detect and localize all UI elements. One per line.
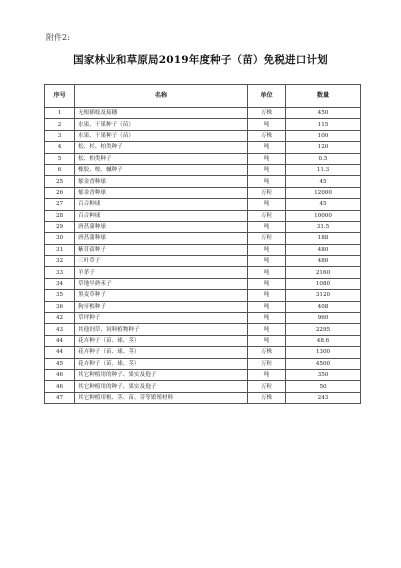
quantity: 4500 xyxy=(286,358,361,369)
unit: 吨 xyxy=(248,244,286,255)
item-name: 花卉种子（苗、球、茎） xyxy=(75,347,248,358)
quantity: 0.5 xyxy=(286,153,361,164)
unit: 吨 xyxy=(248,313,286,324)
table-row xyxy=(45,347,361,358)
table-row xyxy=(45,153,361,164)
quantity: 10000 xyxy=(286,210,361,221)
row-number: 6 xyxy=(45,164,75,175)
row-number: 44 xyxy=(45,347,75,358)
row-number: 45 xyxy=(45,358,75,369)
table-row xyxy=(45,381,361,392)
unit: 万株 xyxy=(248,347,286,358)
row-number: 43 xyxy=(45,324,75,335)
unit: 吨 xyxy=(248,290,286,301)
quantity: 2160 xyxy=(286,267,361,278)
unit: 万粒 xyxy=(248,233,286,244)
header-name: 名称 xyxy=(75,85,248,108)
item-name: 郁金香种球 xyxy=(75,187,248,198)
unit: 吨 xyxy=(248,142,286,153)
quantity: 1080 xyxy=(286,278,361,289)
row-number: 42 xyxy=(45,313,75,324)
quantity: 408 xyxy=(286,301,361,312)
unit: 万粒 xyxy=(248,210,286,221)
row-number: 29 xyxy=(45,221,75,232)
row-number: 2 xyxy=(45,119,75,130)
unit: 吨 xyxy=(248,278,286,289)
row-number: 28 xyxy=(45,210,75,221)
unit: 万株 xyxy=(248,108,286,119)
quantity: 48.6 xyxy=(286,335,361,346)
row-number: 25 xyxy=(45,176,75,187)
unit: 万株 xyxy=(248,130,286,141)
item-name: 狗牙根种子 xyxy=(75,301,248,312)
unit: 吨 xyxy=(248,369,286,380)
table-row xyxy=(45,324,361,335)
row-number: 35 xyxy=(45,290,75,301)
row-number: 26 xyxy=(45,187,75,198)
row-number: 44 xyxy=(45,335,75,346)
table-row xyxy=(45,290,361,301)
row-number: 33 xyxy=(45,267,75,278)
table-row xyxy=(45,176,361,187)
quantity: 188 xyxy=(286,233,361,244)
item-name: 水果、干果种子（苗） xyxy=(75,130,248,141)
header-unit: 单位 xyxy=(248,85,286,108)
unit: 吨 xyxy=(248,267,286,278)
item-name: 水果、干果种子（苗） xyxy=(75,119,248,130)
header-qty: 数量 xyxy=(286,85,361,108)
item-name: 其它种植用根、茎、苗、芽等繁殖材料 xyxy=(75,392,248,403)
table-row xyxy=(45,267,361,278)
quantity: 480 xyxy=(286,244,361,255)
item-name: 草地早熟禾子 xyxy=(75,278,248,289)
unit: 吨 xyxy=(248,119,286,130)
item-name: 松、杉、柏类种子 xyxy=(75,142,248,153)
quantity: 480 xyxy=(286,256,361,267)
row-number: 47 xyxy=(45,392,75,403)
row-number: 27 xyxy=(45,199,75,210)
row-number: 34 xyxy=(45,278,75,289)
quantity: 31.5 xyxy=(286,221,361,232)
row-number: 5 xyxy=(45,153,75,164)
item-name: 百合种球 xyxy=(75,210,248,221)
item-name: 松、柏类种子 xyxy=(75,153,248,164)
table-row xyxy=(45,199,361,210)
table-row xyxy=(45,392,361,403)
table-header-row xyxy=(45,85,361,108)
item-name: 草坪种子 xyxy=(75,313,248,324)
table-row xyxy=(45,313,361,324)
row-number: 46 xyxy=(45,381,75,392)
quantity: 3120 xyxy=(286,290,361,301)
table-row xyxy=(45,130,361,141)
table-row xyxy=(45,369,361,380)
table-row xyxy=(45,233,361,244)
quantity: 350 xyxy=(286,369,361,380)
quantity: 1300 xyxy=(286,347,361,358)
item-name: 三叶草子 xyxy=(75,256,248,267)
unit: 万粒 xyxy=(248,358,286,369)
row-number: 31 xyxy=(45,244,75,255)
table-row xyxy=(45,108,361,119)
item-name: 黑麦草种子 xyxy=(75,290,248,301)
row-number: 1 xyxy=(45,108,75,119)
unit: 万粒 xyxy=(248,187,286,198)
quantity: 960 xyxy=(286,313,361,324)
quantity: 2295 xyxy=(286,324,361,335)
quantity: 115 xyxy=(286,119,361,130)
unit: 吨 xyxy=(248,153,286,164)
unit: 吨 xyxy=(248,301,286,312)
table-row xyxy=(45,335,361,346)
header-no: 序号 xyxy=(45,85,75,108)
item-name: 橡胶、桉、槭种子 xyxy=(75,164,248,175)
row-number: 30 xyxy=(45,233,75,244)
table-row xyxy=(45,256,361,267)
quantity: 12000 xyxy=(286,187,361,198)
unit: 吨 xyxy=(248,335,286,346)
item-name: 无根插枝及接穗 xyxy=(75,108,248,119)
item-name: 唐菖蒲种球 xyxy=(75,221,248,232)
table-row xyxy=(45,221,361,232)
row-number: 46 xyxy=(45,369,75,380)
quantity: 45 xyxy=(286,199,361,210)
quantity: 100 xyxy=(286,130,361,141)
item-name: 其它种植用的种子、果实及孢子 xyxy=(75,381,248,392)
item-name: 花卉种子（苗、球、茎） xyxy=(75,335,248,346)
unit: 万粒 xyxy=(248,381,286,392)
row-number: 36 xyxy=(45,301,75,312)
unit: 吨 xyxy=(248,324,286,335)
table-row xyxy=(45,358,361,369)
quantity: 450 xyxy=(286,108,361,119)
row-number: 32 xyxy=(45,256,75,267)
attachment-label: 附件2: xyxy=(46,33,70,42)
unit: 吨 xyxy=(248,164,286,175)
unit: 吨 xyxy=(248,221,286,232)
quantity: 45 xyxy=(286,176,361,187)
item-name: 其它种植用的种子、果实及孢子 xyxy=(75,369,248,380)
table-row xyxy=(45,119,361,130)
unit: 吨 xyxy=(248,176,286,187)
item-name: 郁金香种球 xyxy=(75,176,248,187)
quantity: 120 xyxy=(286,142,361,153)
document-title: 国家林业和草原局2019年度种子（苗）免税进口计划 xyxy=(73,54,328,66)
item-name: 其他饲草、饲料植物种子 xyxy=(75,324,248,335)
table-row xyxy=(45,301,361,312)
item-name: 羊茅子 xyxy=(75,267,248,278)
table-body xyxy=(45,108,361,404)
table-row xyxy=(45,210,361,221)
row-number: 4 xyxy=(45,142,75,153)
quantity: 243 xyxy=(286,392,361,403)
quantity: 50 xyxy=(286,381,361,392)
unit: 吨 xyxy=(248,199,286,210)
item-name: 唐菖蒲种球 xyxy=(75,233,248,244)
import-plan-table xyxy=(44,84,361,404)
unit: 吨 xyxy=(248,256,286,267)
table-row xyxy=(45,244,361,255)
table-row xyxy=(45,187,361,198)
table-row xyxy=(45,164,361,175)
item-name: 紫苜蓿种子 xyxy=(75,244,248,255)
quantity: 11.3 xyxy=(286,164,361,175)
item-name: 百合种球 xyxy=(75,199,248,210)
table-row xyxy=(45,278,361,289)
row-number: 3 xyxy=(45,130,75,141)
table-row xyxy=(45,142,361,153)
unit: 万株 xyxy=(248,392,286,403)
item-name: 花卉种子（苗、球、茎） xyxy=(75,358,248,369)
